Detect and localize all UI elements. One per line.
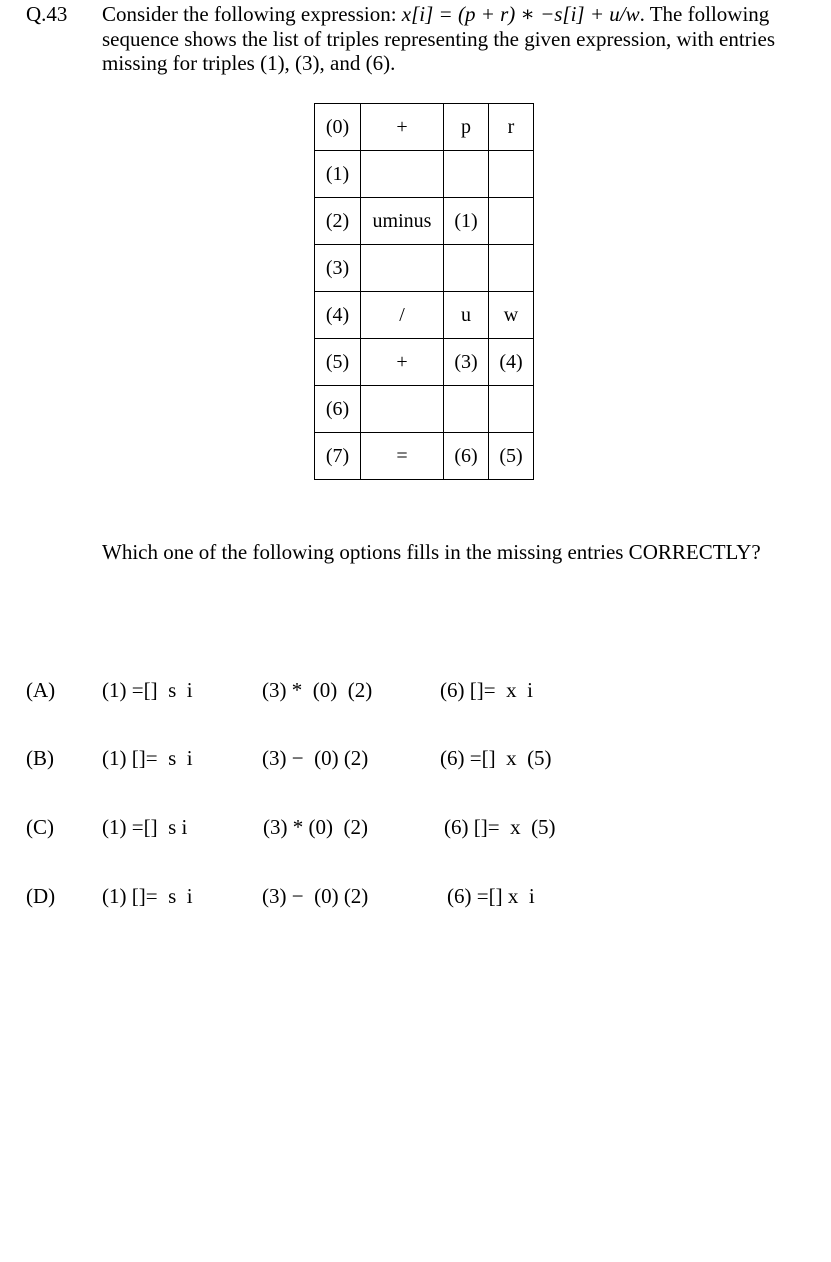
- triple-arg2: [489, 151, 534, 198]
- question-prompt: Which one of the following options fills in the missing entries CORRECTLY?: [102, 540, 761, 564]
- option-a-entry-3: (3) * (0) (2): [262, 678, 373, 702]
- triple-arg1: p: [444, 104, 489, 151]
- option-c-entry-3: (3) * (0) (2): [263, 815, 368, 839]
- option-c-entry-6: (6) []= x (5): [444, 815, 556, 839]
- triple-arg1: (6): [444, 433, 489, 480]
- option-b-label[interactable]: (B): [26, 746, 54, 770]
- table-row: [315, 198, 534, 245]
- option-a-label[interactable]: (A): [26, 678, 56, 702]
- table-row: [315, 104, 534, 151]
- triple-arg2: (4): [489, 339, 534, 386]
- triple-index: (4): [315, 292, 361, 339]
- question-text-post: . The following sequence shows the list of triples representing the given expression, with entries missing for triples (1), (3), and (6).: [102, 2, 776, 75]
- triple-arg1: u: [444, 292, 489, 339]
- question-number: Q.43: [26, 2, 68, 26]
- triple-arg2: [489, 386, 534, 433]
- table-row: [315, 292, 534, 339]
- triple-index: (2): [315, 198, 361, 245]
- triple-op: +: [361, 104, 444, 151]
- triple-index: (5): [315, 339, 361, 386]
- expression: x[i] = (p + r) ∗ −s[i] + u/w: [401, 2, 640, 26]
- triple-index: (7): [315, 433, 361, 480]
- triple-op: +: [361, 339, 444, 386]
- table-row: [315, 245, 534, 292]
- triple-arg2: [489, 198, 534, 245]
- triple-arg1: (1): [444, 198, 489, 245]
- option-d-entry-6: (6) =[] x i: [447, 884, 535, 908]
- triples-table: [314, 103, 534, 480]
- triple-op: /: [361, 292, 444, 339]
- question-text-pre: Consider the following expression:: [102, 2, 402, 26]
- table-row: [315, 151, 534, 198]
- triple-op: [361, 151, 444, 198]
- option-d-entry-3: (3) − (0) (2): [262, 884, 369, 908]
- triple-arg1: [444, 151, 489, 198]
- triple-arg2: (5): [489, 433, 534, 480]
- option-b-entry-3: (3) − (0) (2): [262, 746, 369, 770]
- question-text: [102, 2, 822, 76]
- triple-index: (6): [315, 386, 361, 433]
- option-b-entry-1: (1) []= s i: [102, 746, 193, 770]
- option-c-label[interactable]: (C): [26, 815, 54, 839]
- triple-arg2: r: [489, 104, 534, 151]
- triple-arg2: w: [489, 292, 534, 339]
- triple-op: uminus: [361, 198, 444, 245]
- table-row: [315, 386, 534, 433]
- option-b-entry-6: (6) =[] x (5): [440, 746, 552, 770]
- triple-arg1: (3): [444, 339, 489, 386]
- table-row: [315, 433, 534, 480]
- triple-arg1: [444, 245, 489, 292]
- option-d-entry-1: (1) []= s i: [102, 884, 193, 908]
- triple-op: [361, 386, 444, 433]
- triple-arg2: [489, 245, 534, 292]
- triple-index: (0): [315, 104, 361, 151]
- triple-index: (3): [315, 245, 361, 292]
- triple-arg1: [444, 386, 489, 433]
- option-c-entry-1: (1) =[] s i: [102, 815, 188, 839]
- option-d-label[interactable]: (D): [26, 884, 56, 908]
- option-a-entry-6: (6) []= x i: [440, 678, 533, 702]
- triple-op: [361, 245, 444, 292]
- triple-op: =: [361, 433, 444, 480]
- table-row: [315, 339, 534, 386]
- triple-index: (1): [315, 151, 361, 198]
- option-a-entry-1: (1) =[] s i: [102, 678, 193, 702]
